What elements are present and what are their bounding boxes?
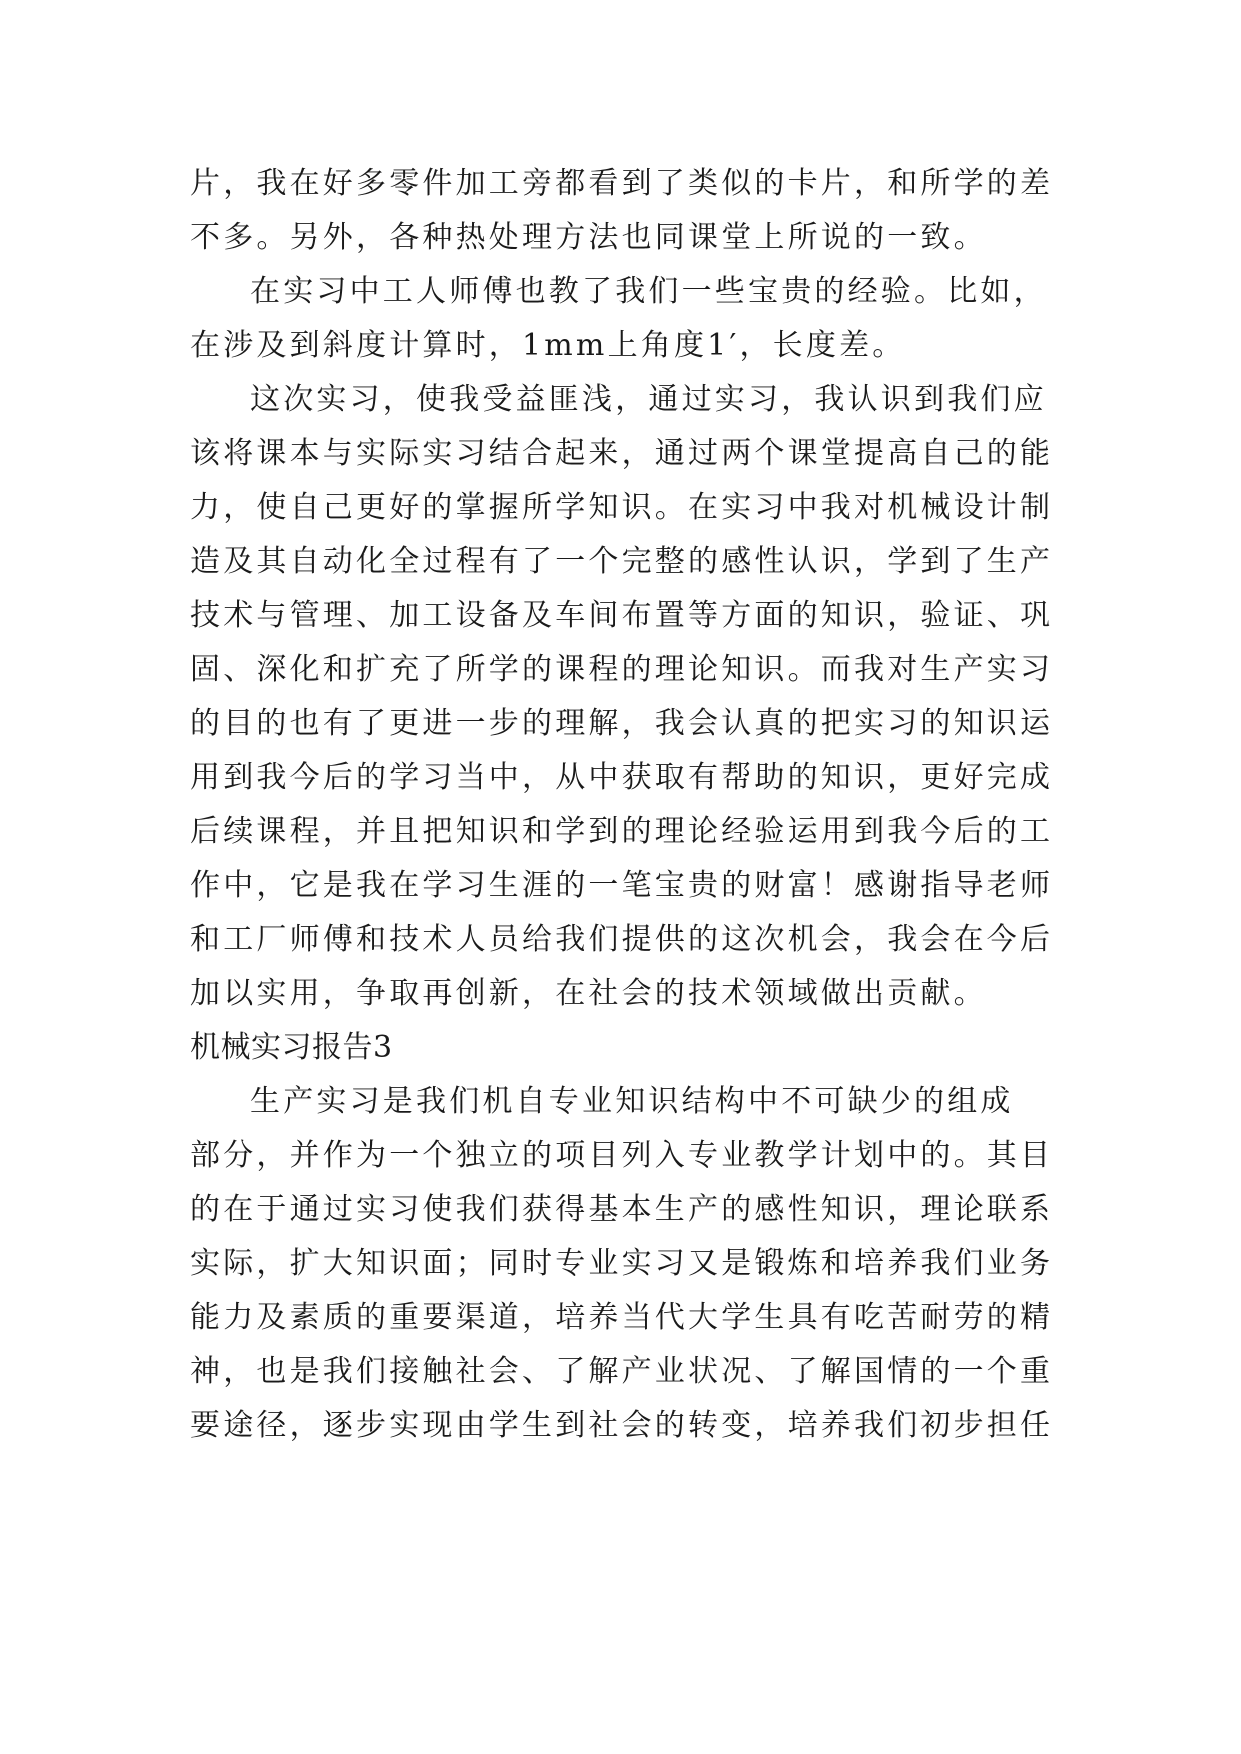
text-line: 后续课程，并且把知识和学到的理论经验运用到我今后的工	[190, 814, 1054, 849]
text-line: 不多。另外，各种热处理方法也同课堂上所说的一致。	[190, 220, 987, 255]
text-line: 实际，扩大知识面；同时专业实习又是锻炼和培养我们业务	[190, 1246, 1054, 1281]
text-line: 造及其自动化全过程有了一个完整的感性认识，学到了生产	[190, 544, 1054, 579]
text-line: 技术与管理、加工设备及车间布置等方面的知识，验证、巩	[190, 598, 1054, 633]
text-line: 和工厂师傅和技术人员给我们提供的这次机会，我会在今后	[190, 922, 1054, 957]
text-line: 神，也是我们接触社会、了解产业状况、了解国情的一个重	[190, 1354, 1054, 1389]
text-line: 固、深化和扩充了所学的课程的理论知识。而我对生产实习	[190, 652, 1054, 687]
section-heading: 机械实习报告3	[190, 1030, 393, 1065]
text-line: 作中，它是我在学习生涯的一笔宝贵的财富！感谢指导老师	[190, 868, 1054, 903]
text-line: 力，使自己更好的掌握所学知识。在实习中我对机械设计制	[190, 490, 1054, 525]
text-line: 要途径，逐步实现由学生到社会的转变，培养我们初步担任	[190, 1408, 1054, 1443]
paragraph-first-line: 这次实习，使我受益匪浅，通过实习，我认识到我们应	[250, 382, 1047, 417]
paragraph-first-line: 在实习中工人师傅也教了我们一些宝贵的经验。比如，	[250, 274, 1047, 309]
text-line: 的目的也有了更进一步的理解，我会认真的把实习的知识运	[190, 706, 1054, 741]
text-line: 能力及素质的重要渠道，培养当代大学生具有吃苦耐劳的精	[190, 1300, 1054, 1335]
text-line: 加以实用，争取再创新，在社会的技术领域做出贡献。	[190, 976, 987, 1011]
text-line: 片，我在好多零件加工旁都看到了类似的卡片，和所学的差	[190, 166, 1054, 201]
text-line: 在涉及到斜度计算时，1mm上角度1′，长度差。	[190, 328, 906, 363]
text-line: 用到我今后的学习当中，从中获取有帮助的知识，更好完成	[190, 760, 1054, 795]
text-line: 部分，并作为一个独立的项目列入专业教学计划中的。其目	[190, 1138, 1054, 1173]
text-line: 该将课本与实际实习结合起来，通过两个课堂提高自己的能	[190, 436, 1054, 471]
text-line: 的在于通过实习使我们获得基本生产的感性知识，理论联系	[190, 1192, 1054, 1227]
paragraph-first-line: 生产实习是我们机自专业知识结构中不可缺少的组成	[250, 1084, 1014, 1119]
